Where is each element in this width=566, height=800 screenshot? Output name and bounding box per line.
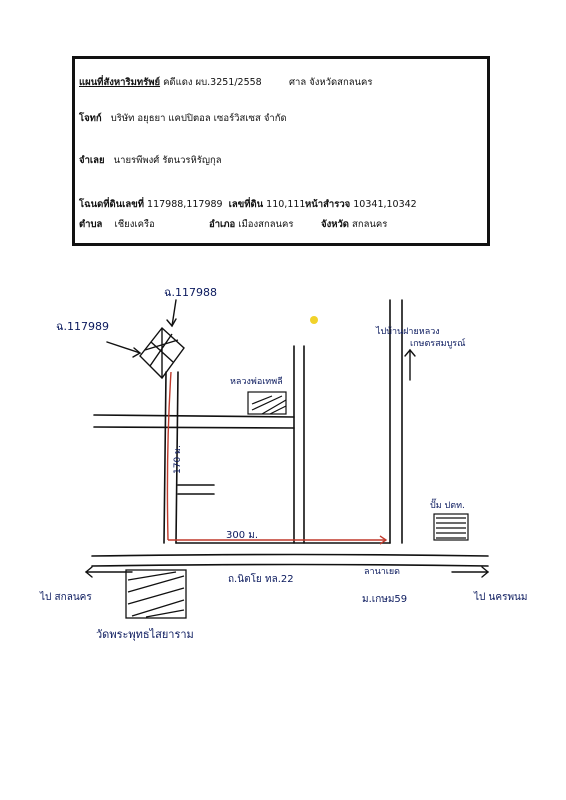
arrow-plot-b-head [167, 319, 176, 326]
arrow-plot-a [107, 342, 140, 353]
road-label: ถ.นิตโย ทล.22 [228, 574, 294, 585]
highway-bottom-line [92, 565, 488, 567]
plaintiff-name: บริษัท อยุธยา แคปปิตอล เซอร์วิสเซส จำกัด [110, 113, 287, 124]
subdistrict-name: เชียงเครือ [114, 219, 155, 230]
survey-label: หน้าสำรวจ [305, 199, 351, 210]
landmark-right-label: ลานาเยด [364, 567, 400, 577]
pump-box-hatch [436, 518, 466, 538]
land-number-label: เลขที่ดิน [228, 199, 264, 210]
cross-soi-bottom-line [94, 427, 294, 428]
temple-house-hatch [252, 396, 286, 414]
map-title-label: แผนที่สังหาริมทรัพย์ [79, 77, 161, 88]
survey-number: 10341,10342 [353, 199, 417, 210]
case-number: คดีแดง ผบ.3251/2558 [163, 77, 262, 88]
land-number: 110,111 [266, 199, 306, 210]
plot-b-label: ฉ.117988 [164, 286, 217, 299]
province-name: สกลนคร [352, 219, 388, 230]
highlight-mark [310, 316, 318, 324]
court-name: ศาล จังหวัดสกลนคร [289, 77, 373, 88]
deed-number: 117988,117989 [147, 199, 223, 210]
plaintiff-label: โจทก์ [79, 113, 102, 124]
temple-compound-hatch [128, 572, 184, 617]
dest-top-sub: เกษตรสมบูรณ์ [410, 339, 466, 349]
distance-horizontal-label: 300 ม. [226, 530, 259, 541]
distance-line-vertical [167, 372, 171, 540]
defendant-name: นายรพีพงศ์ รัตนวรหิรัญกุล [113, 155, 222, 166]
dest-top-label: ไปบ้านฝายหลวง [376, 327, 440, 337]
subdistrict-label: ตำบล [79, 219, 103, 230]
plot-parcel-hatch [145, 328, 178, 378]
defendant-label: จำเลย [79, 155, 105, 166]
pump-label: ปั๊ม ปตท. [430, 501, 465, 511]
temple-house-label: หลวงพ่อเทพลี [230, 377, 283, 387]
deed-label: โฉนดที่ดินเลขที่ [79, 199, 144, 210]
dest-right-label: ไป นครพนม [474, 592, 528, 603]
temple-label: วัดพระพุทธไสยาราม [96, 628, 194, 641]
left-soi-west-line [164, 372, 166, 543]
plot-a-label: ฉ.117989 [56, 320, 109, 333]
province-label: จังหวัด [321, 219, 349, 230]
plot-parcels [140, 328, 184, 378]
distance-vertical-label: 170 ม. [173, 445, 183, 474]
cross-soi-top-line [94, 415, 294, 417]
km-label: ม.เกษม59 [362, 594, 408, 605]
dest-left-label: ไป สกลนคร [40, 592, 92, 603]
highway-top-line [92, 555, 488, 557]
district-name: เมืองสกลนคร [238, 219, 294, 230]
district-label: อำเภอ [209, 219, 236, 230]
